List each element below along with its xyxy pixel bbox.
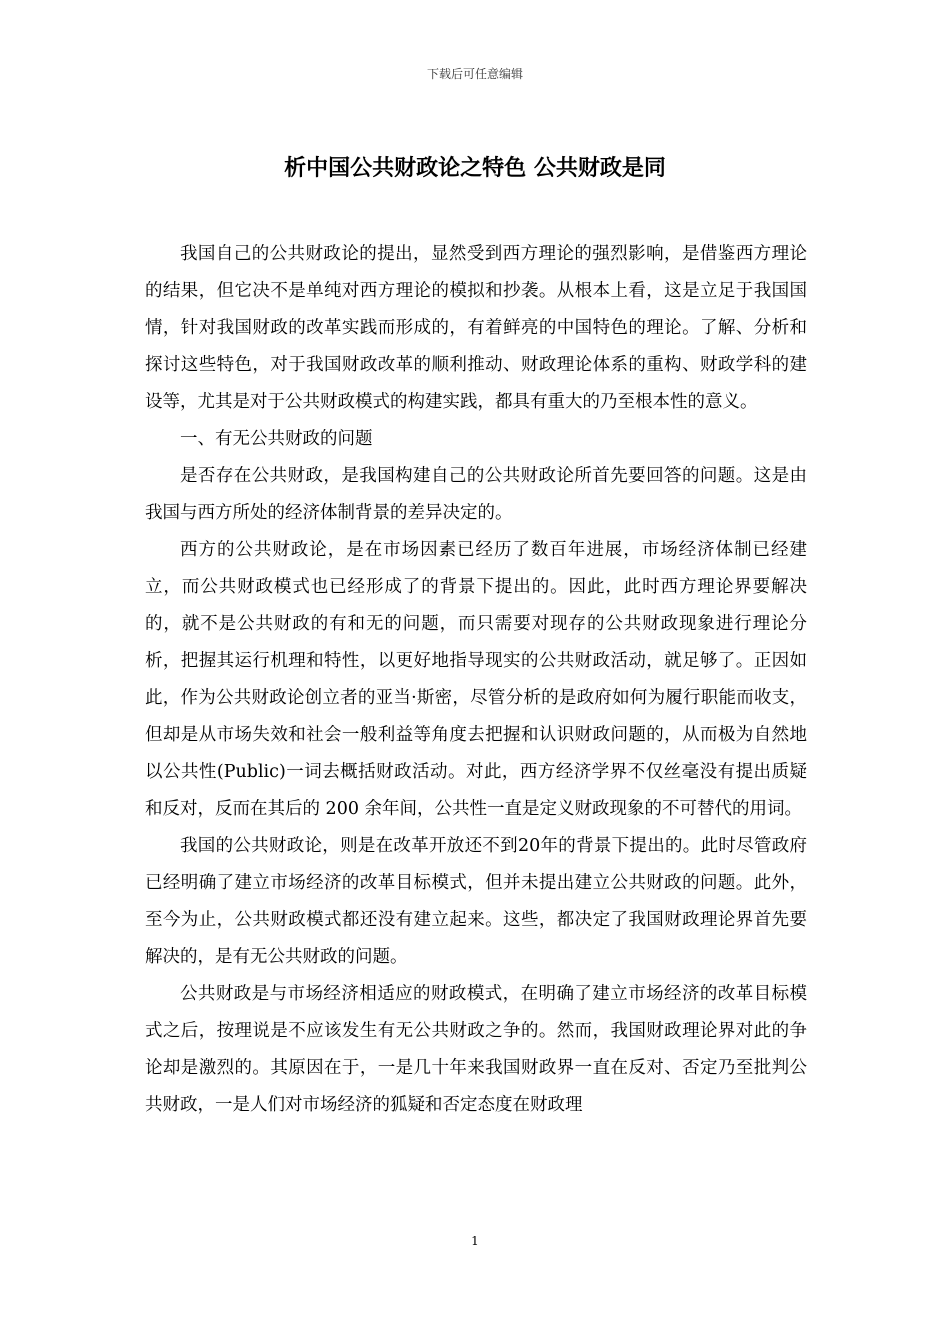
paragraph-debate: 公共财政是与市场经济相适应的财政模式，在明确了建立市场经济的改革目标模式之后，按理说是不应该发生有无公共财政之争的。然而，我国财政理论界对此的争论却是激烈的。其原因在于，一是几十年来我国财政界一直在反对、否定乃至批判公共财政，一是人们对市场经济的狐疑和否定态度在财政理 — [145, 984, 807, 1115]
paragraph-chinese-theory: 我国的公共财政论，则是在改革开放还不到20年的背景下提出的。此时尽管政府已经明确了建立市场经济的改革目标模式，但并未提出建立公共财政的问题。此外，至今为止，公共财政模式都还没有建立起来。这些，都决定了我国财政理论界首先要解决的，是有无公共财政的问题。 — [145, 836, 807, 967]
document-body — [145, 236, 807, 1124]
header-note: 下载后可任意编辑 — [426, 67, 523, 81]
paragraph-western-theory: 西方的公共财政论，是在市场因素已经历了数百年进展，市场经济体制已经建立，而公共财政模式也已经形成了的背景下提出的。因此，此时西方理论界要解决的，就不是公共财政的有和无的问题，而只需要对现存的公共财政现象进行理论分析，把握其运行机理和特性，以更好地指导现实的公共财政活动，就足够了。正因如此，作为公共财政论创立者的亚当·斯密，尽管分析的是政府如何为履行职能而收支，但却是从市场失效和社会一般利益等角度去把握和认识财政问题的，从而极为自然地以公共性(Public)一词去概括财政活动。对此，西方经济学界不仅丝毫没有提出质疑和反对，反而在其后的 200 余年间，公共性一直是定义财政现象的不可替代的用词。 — [145, 540, 807, 819]
section-heading: 一、有无公共财政的问题 — [180, 429, 373, 449]
paragraph-existence-question: 是否存在公共财政，是我国构建自己的公共财政论所首先要回答的问题。这是由我国与西方所处的经济体制背景的差异决定的。 — [145, 466, 807, 523]
document-title: 析中国公共财政论之特色 公共财政是同 — [284, 156, 666, 181]
page-number: 1 — [471, 1234, 479, 1248]
paragraph-intro: 我国自己的公共财政论的提出，显然受到西方理论的强烈影响，是借鉴西方理论的结果，但它决不是单纯对西方理论的模拟和抄袭。从根本上看，这是立足于我国国情，针对我国财政的改革实践而形成的，有着鲜亮的中国特色的理论。了解、分析和探讨这些特色，对于我国财政改革的顺利推动、财政理论体系的重构、财政学科的建设等，尤其是对于公共财政模式的构建实践，都具有重大的乃至根本性的意义。 — [145, 244, 807, 412]
